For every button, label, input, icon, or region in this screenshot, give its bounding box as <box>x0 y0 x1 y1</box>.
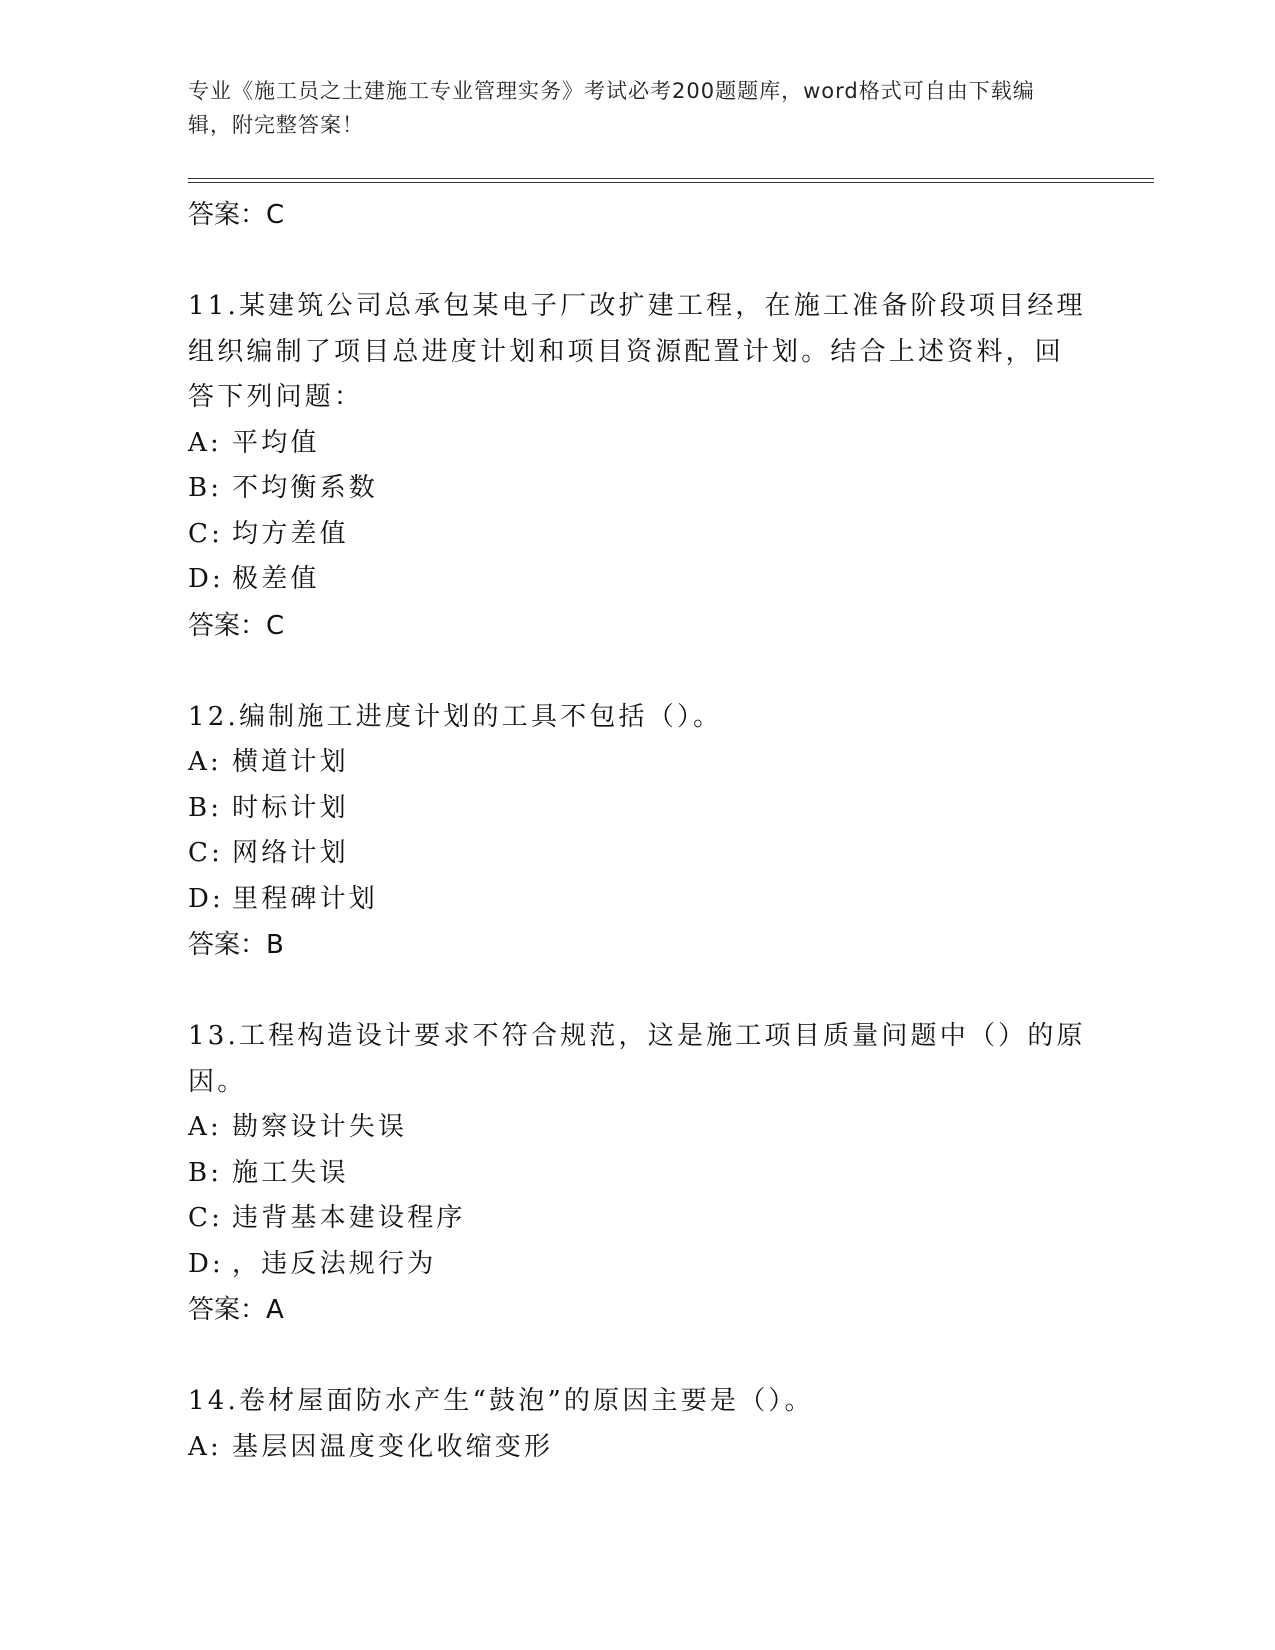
option-c <box>188 512 1088 558</box>
question-11 <box>188 284 1088 649</box>
option-letter: B: <box>188 473 223 503</box>
option-a <box>188 421 1088 467</box>
option-text: 均方差值 <box>232 518 349 549</box>
option-letter: A: <box>188 747 222 777</box>
option-letter: A: <box>188 1431 222 1462</box>
option-a <box>188 740 1088 786</box>
option-text: 施工失误 <box>232 1157 349 1188</box>
option-letter: A: <box>188 427 222 458</box>
question-stem: 13.工程构造设计要求不符合规范，这是施工项目质量问题中（）的原因。 <box>188 1021 1086 1097</box>
question-stem: 12.编制施工进度计划的工具不包括（）。 <box>188 701 723 732</box>
question-stem: 11.某建筑公司总承包某电子厂改扩建工程，在施工准备阶段项目经理组织编制了项目总进度计划和项目资源配置计划。结合上述资料，回答下列问题： <box>188 291 1086 412</box>
option-b <box>188 1151 1088 1197</box>
option-letter: B: <box>188 1157 223 1188</box>
question-12 <box>188 695 1088 969</box>
header-divider-top <box>188 178 1154 179</box>
option-d <box>188 557 1088 603</box>
option-letter: B: <box>188 792 223 823</box>
answer-line: 答案：A <box>188 1295 284 1325</box>
option-letter: D: <box>188 564 225 594</box>
document-header: 专业《施工员之土建施工专业管理实务》考试必考200题题库，word格式可自由下载编辑，附完整答案！ <box>188 79 1035 137</box>
option-b <box>188 466 1088 512</box>
option-a <box>188 1425 1088 1471</box>
option-text: 勘察设计失误 <box>232 1112 408 1142</box>
option-text: ，违反法规行为 <box>232 1248 437 1279</box>
option-d <box>188 877 1088 923</box>
option-text: 基层因温度变化收缩变形 <box>232 1431 554 1462</box>
option-letter: C: <box>188 1203 224 1233</box>
option-text: 极差值 <box>232 564 320 594</box>
option-text: 违背基本建设程序 <box>232 1203 466 1233</box>
option-a <box>188 1105 1088 1151</box>
question-13 <box>188 1014 1088 1333</box>
option-c <box>188 831 1088 877</box>
option-text: 不均衡系数 <box>232 473 379 503</box>
option-letter: D: <box>188 883 225 914</box>
option-text: 时标计划 <box>232 792 349 823</box>
header-divider-bottom <box>188 182 1154 183</box>
option-letter: D: <box>188 1248 225 1279</box>
option-b <box>188 786 1088 832</box>
option-d <box>188 1242 1088 1288</box>
option-text: 里程碑计划 <box>232 883 379 914</box>
question-stem: 14.卷材屋面防水产生“鼓泡”的原因主要是（）。 <box>188 1386 814 1416</box>
question-14 <box>188 1379 1088 1470</box>
option-text: 平均值 <box>232 427 320 458</box>
answer-line: 答案：C <box>188 610 285 641</box>
answer-line: 答案：B <box>188 930 284 960</box>
option-letter: C: <box>188 518 224 549</box>
option-letter: A: <box>188 1112 222 1142</box>
option-text: 横道计划 <box>232 747 349 777</box>
option-c <box>188 1196 1088 1242</box>
previous-answer: 答案：C <box>188 200 285 230</box>
option-text: 网络计划 <box>232 838 349 868</box>
option-letter: C: <box>188 838 224 868</box>
question-list <box>188 192 1088 1470</box>
